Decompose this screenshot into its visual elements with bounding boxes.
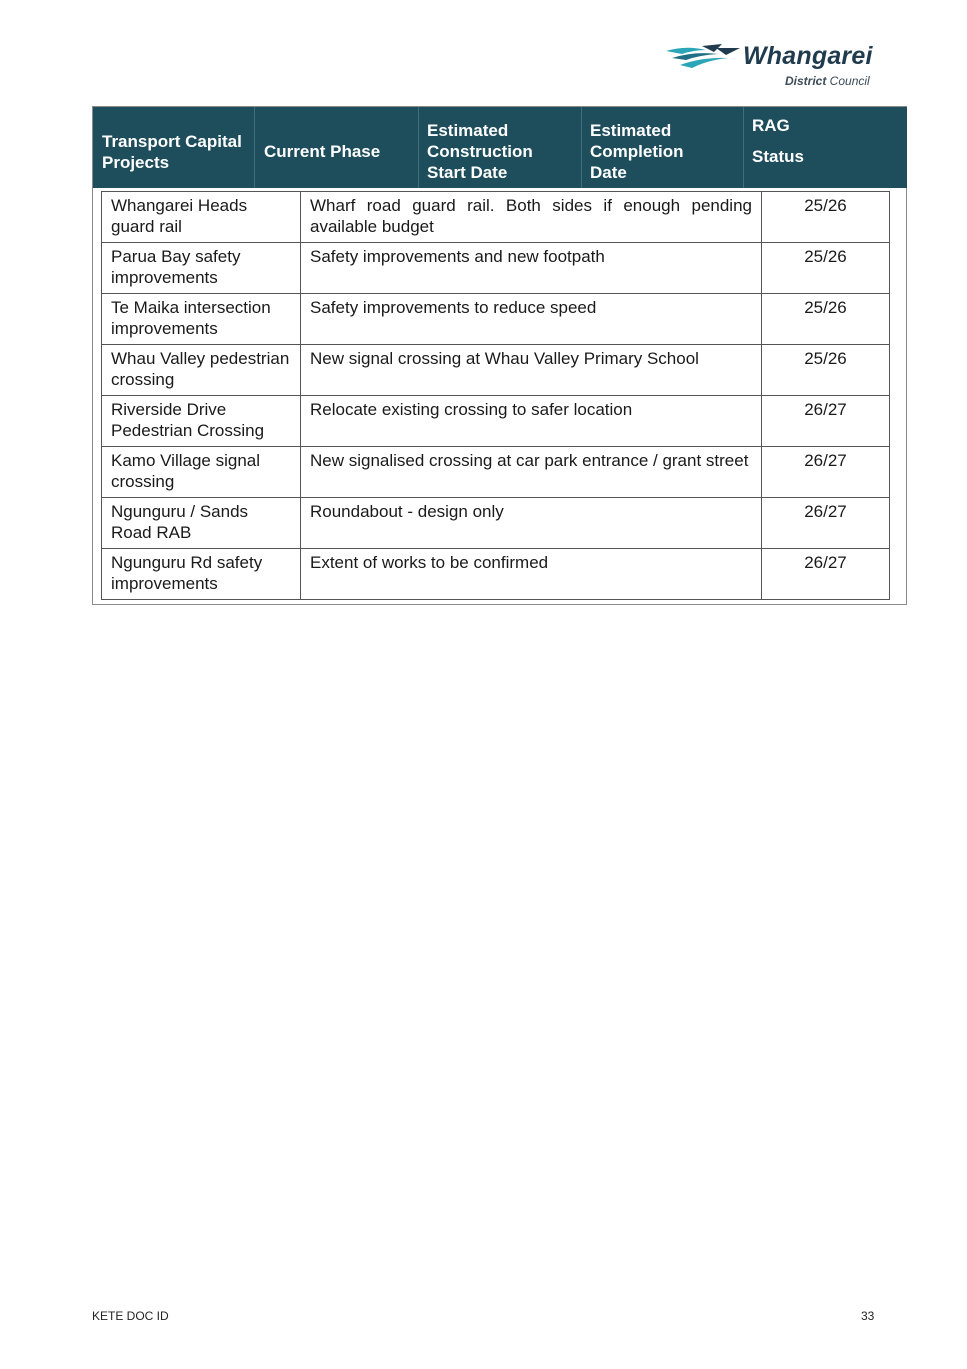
table-row	[102, 294, 890, 345]
project-date: 26/27	[762, 549, 890, 600]
footer-doc-id: KETE DOC ID	[92, 1309, 169, 1323]
project-date: 25/26	[762, 345, 890, 396]
project-name: Whangarei Heads guard rail	[102, 192, 301, 243]
wave-logo-icon	[664, 42, 742, 72]
project-phase: New signalised crossing at car park entrance / grant street	[301, 447, 762, 498]
table-row	[102, 192, 890, 243]
project-name: Kamo Village signal crossing	[102, 447, 301, 498]
table-row	[102, 396, 890, 447]
footer-page-number: 33	[861, 1309, 875, 1323]
header-rag-status: RAG Status	[752, 116, 804, 166]
project-phase: Safety improvements to reduce speed	[301, 294, 762, 345]
header-transport-capital-projects: Transport Capital Projects	[102, 132, 242, 172]
project-date: 26/27	[762, 396, 890, 447]
project-name: Riverside Drive Pedestrian Crossing	[102, 396, 301, 447]
project-name: Ngunguru / Sands Road RAB	[102, 498, 301, 549]
header-current-phase: Current Phase	[264, 142, 381, 161]
table-row	[102, 345, 890, 396]
project-date: 25/26	[762, 192, 890, 243]
project-phase: Roundabout - design only	[301, 498, 762, 549]
project-date: 26/27	[762, 498, 890, 549]
table-row	[102, 243, 890, 294]
table-row	[102, 498, 890, 549]
project-phase: Safety improvements and new footpath	[301, 243, 762, 294]
council-logo	[664, 40, 884, 92]
project-phase: New signal crossing at Whau Valley Primary School	[301, 345, 762, 396]
logo-wordmark: Whangarei	[743, 42, 873, 70]
header-est-construction-start: Estimated Construction Start Date	[427, 121, 533, 182]
project-phase: Wharf road guard rail. Both sides if enough pending available budget	[301, 192, 762, 243]
projects-table	[101, 191, 890, 600]
table-header	[93, 107, 907, 188]
project-phase: Extent of works to be confirmed	[301, 549, 762, 600]
project-name: Parua Bay safety improvements	[102, 243, 301, 294]
project-name: Ngunguru Rd safety improvements	[102, 549, 301, 600]
project-name: Te Maika intersection improvements	[102, 294, 301, 345]
project-date: 26/27	[762, 447, 890, 498]
project-date: 25/26	[762, 243, 890, 294]
header-est-completion: Estimated Completion Date	[590, 121, 684, 182]
logo-subtitle: District Council	[785, 74, 870, 88]
table-row	[102, 549, 890, 600]
project-name: Whau Valley pedestrian crossing	[102, 345, 301, 396]
project-date: 25/26	[762, 294, 890, 345]
table-row	[102, 447, 890, 498]
project-phase: Relocate existing crossing to safer location	[301, 396, 762, 447]
